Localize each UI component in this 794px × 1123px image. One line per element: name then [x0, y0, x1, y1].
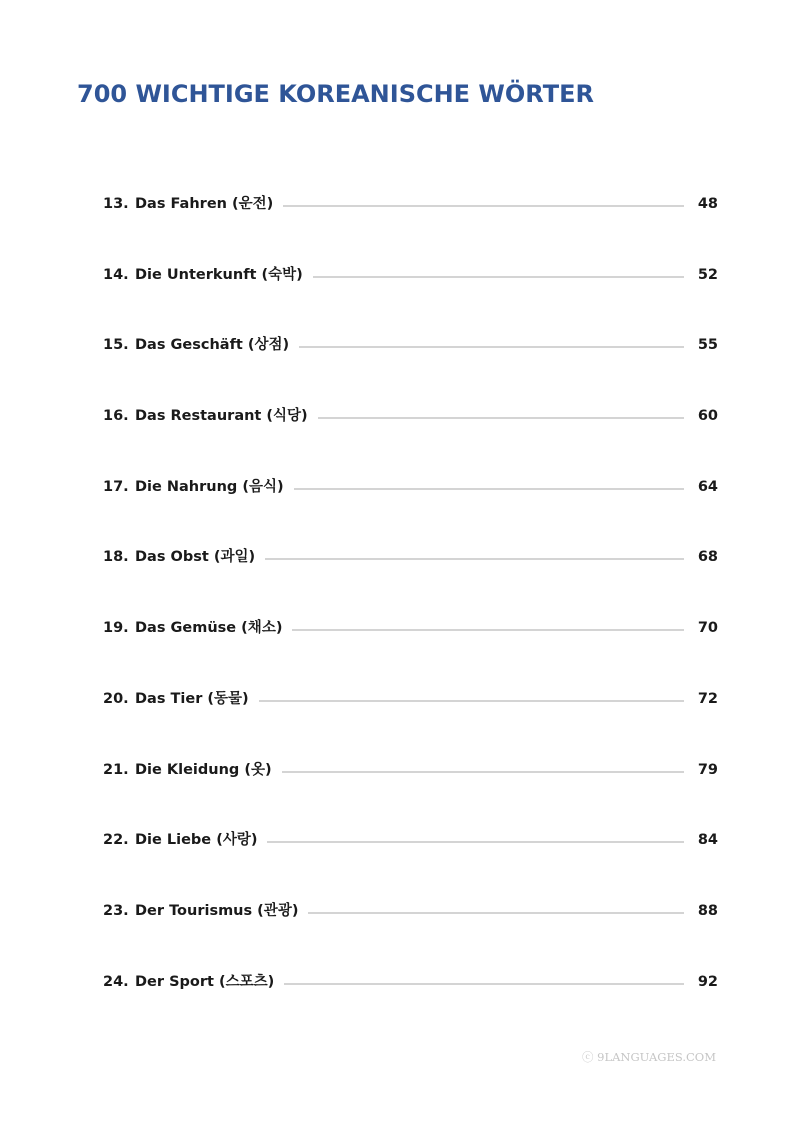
toc-entry-page: 68 [697, 549, 718, 566]
table-of-contents [103, 192, 718, 1040]
toc-entry-label: Die Unterkunft (숙박) [135, 266, 303, 283]
toc-entry-page: 64 [697, 478, 718, 495]
toc-entry-page: 52 [697, 266, 718, 283]
toc-entry-label: Der Sport (스포츠) [135, 973, 275, 990]
toc-entry-number: 21. [103, 761, 129, 778]
toc-entry-number: 17. [103, 478, 129, 495]
toc-entry-page: 84 [697, 832, 718, 849]
toc-entry-page: 92 [697, 973, 718, 990]
toc-entry-label: Der Tourismus (관광) [135, 902, 299, 919]
toc-entry-number: 19. [103, 620, 129, 637]
toc-entry-page: 79 [697, 761, 718, 778]
toc-entry-number: 14. [103, 266, 129, 283]
copyright-watermark: ⓒ 9LANGUAGES.COM [581, 1050, 716, 1064]
toc-entry-20[interactable] [103, 687, 718, 758]
dot-leader [308, 912, 683, 915]
toc-entry-19[interactable] [103, 616, 718, 687]
toc-entry-label: Das Obst (과일) [135, 549, 256, 566]
toc-entry-number: 16. [103, 408, 129, 425]
toc-entry-16[interactable] [103, 404, 718, 475]
toc-entry-page: 60 [697, 408, 718, 425]
dot-leader [284, 983, 684, 986]
toc-entry-number: 23. [103, 902, 129, 919]
dot-leader [299, 346, 684, 349]
dot-leader [313, 276, 684, 279]
toc-entry-number: 18. [103, 549, 129, 566]
toc-entry-label: Die Liebe (사랑) [135, 832, 258, 849]
toc-entry-page: 88 [697, 902, 718, 919]
toc-entry-15[interactable] [103, 333, 718, 404]
toc-entry-page: 72 [697, 690, 718, 707]
toc-entry-page: 48 [697, 196, 718, 212]
toc-entry-14[interactable] [103, 263, 718, 334]
toc-entry-24[interactable] [103, 970, 718, 1041]
toc-entry-label: Die Kleidung (옷) [135, 761, 272, 778]
toc-entry-label: Das Fahren (운전) [135, 196, 274, 212]
dot-leader [294, 488, 684, 491]
dot-leader [283, 205, 684, 208]
toc-entry-page: 55 [697, 337, 718, 354]
dot-leader [267, 841, 683, 844]
toc-entry-number: 22. [103, 832, 129, 849]
toc-entry-22[interactable] [103, 828, 718, 899]
toc-entry-label: Das Tier (동물) [135, 690, 249, 707]
dot-leader [292, 629, 683, 632]
toc-entry-13[interactable] [103, 192, 718, 263]
toc-entry-number: 13. [103, 196, 129, 212]
dot-leader [318, 417, 684, 420]
toc-entry-number: 15. [103, 337, 129, 354]
toc-entry-21[interactable] [103, 758, 718, 829]
toc-entry-number: 24. [103, 973, 129, 990]
page-title: 700 WICHTIGE KOREANISCHE WÖRTER [77, 80, 594, 108]
toc-entry-label: Das Gemüse (채소) [135, 620, 283, 637]
dot-leader [265, 558, 684, 561]
toc-entry-page: 70 [697, 620, 718, 637]
toc-entry-label: Das Restaurant (식당) [135, 408, 308, 425]
dot-leader [282, 771, 684, 774]
toc-entry-label: Das Geschäft (상점) [135, 337, 290, 354]
dot-leader [259, 700, 684, 703]
toc-entry-label: Die Nahrung (음식) [135, 478, 284, 495]
toc-entry-number: 20. [103, 690, 129, 707]
toc-entry-17[interactable] [103, 475, 718, 546]
toc-entry-18[interactable] [103, 545, 718, 616]
toc-entry-23[interactable] [103, 899, 718, 970]
